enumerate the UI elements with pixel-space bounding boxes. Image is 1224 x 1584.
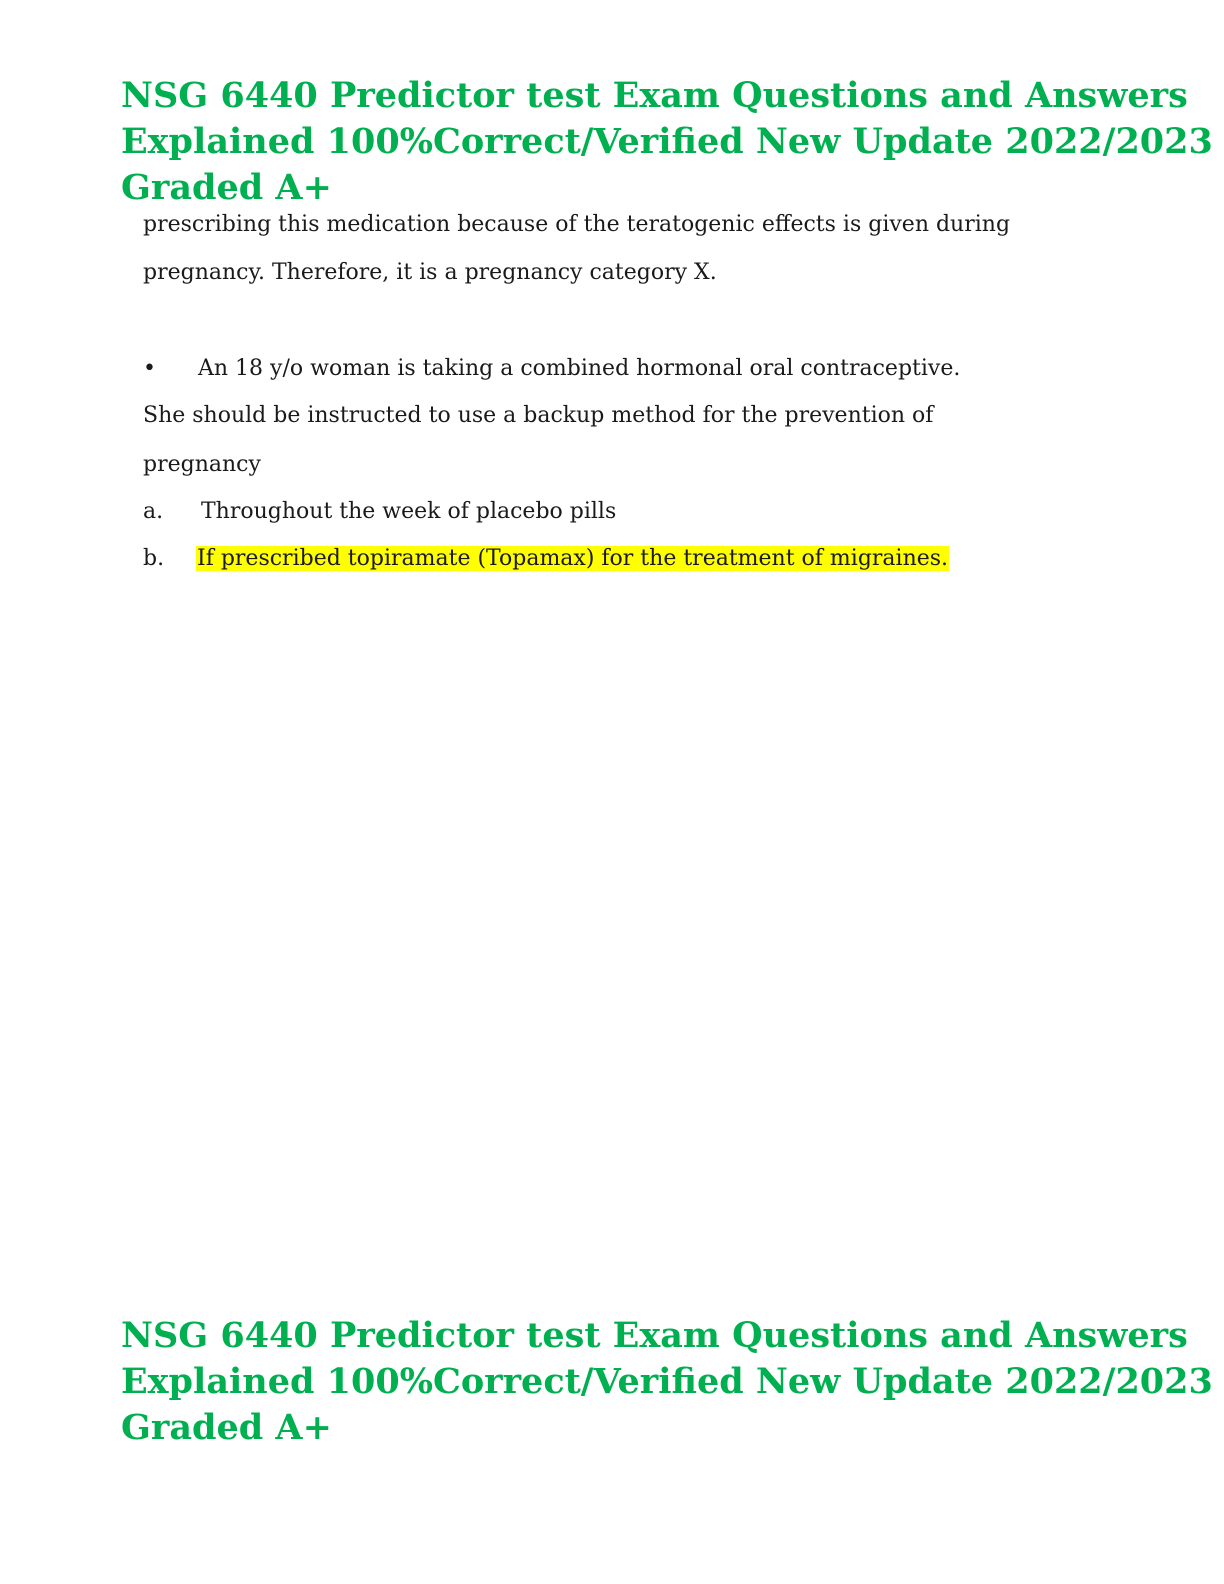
footer-title-line-2: Explained 100%Correct/Verified New Update 2022/2023 bbox=[121, 1361, 1213, 1402]
footer-title-line-3: Graded A+ bbox=[121, 1407, 332, 1448]
question-continuation-line-1: She should be instructed to use a backup method for the prevention of bbox=[143, 403, 934, 428]
question-text: An 18 y/o woman is taking a combined hormonal oral contraceptive. bbox=[198, 356, 961, 381]
page-title bbox=[121, 73, 1213, 211]
paragraph-line-2: pregnancy. Therefore, it is a pregnancy category X. bbox=[143, 260, 717, 285]
answer-option-b bbox=[143, 544, 949, 574]
footer-title bbox=[121, 1313, 1213, 1451]
bullet-icon: • bbox=[143, 356, 156, 381]
answer-option-a bbox=[143, 497, 616, 527]
option-letter: a. bbox=[143, 499, 164, 524]
title-line-1: NSG 6440 Predictor test Exam Questions and Answers bbox=[121, 75, 1188, 116]
footer-title-line-1: NSG 6440 Predictor test Exam Questions and Answers bbox=[121, 1315, 1188, 1356]
option-letter: b. bbox=[143, 546, 165, 571]
paragraph-line-1: prescribing this medication because of the teratogenic effects is given during bbox=[143, 212, 1011, 237]
option-text: Throughout the week of placebo pills bbox=[201, 499, 617, 524]
title-line-2: Explained 100%Correct/Verified New Update 2022/2023 bbox=[121, 121, 1213, 162]
question-continuation-line-2: pregnancy bbox=[143, 452, 261, 477]
title-line-3: Graded A+ bbox=[121, 167, 332, 208]
question-bullet bbox=[143, 354, 960, 384]
highlighted-answer-text: If prescribed topiramate (Topamax) for the treatment of migraines. bbox=[197, 546, 949, 571]
